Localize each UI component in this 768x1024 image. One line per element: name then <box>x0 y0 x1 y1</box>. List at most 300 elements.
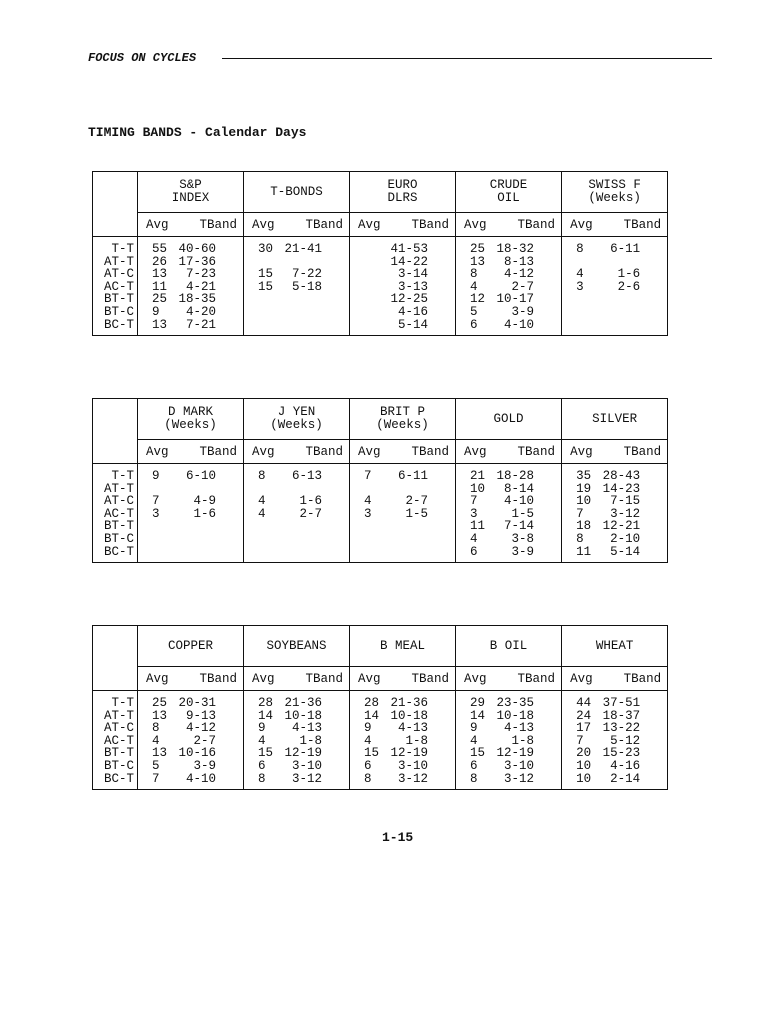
avg-cell: 11 <box>456 520 480 533</box>
avg-cell: 4 <box>456 735 480 748</box>
tband-cell: 5-14 <box>374 319 456 336</box>
tband-cell: 10-17 <box>480 293 562 306</box>
avg-cell: 28 <box>244 691 268 710</box>
row-label: BC-T <box>93 773 138 790</box>
avg-cell: 13 <box>138 268 162 281</box>
tband-cell: 6-11 <box>374 464 456 483</box>
row-label: T-T <box>93 691 138 710</box>
avg-cell: 4 <box>456 533 480 546</box>
column-group-title <box>138 172 244 213</box>
avg-cell: 28 <box>350 691 374 710</box>
avg-cell <box>350 237 374 256</box>
tband-header: TBand <box>162 213 244 237</box>
avg-cell <box>350 546 374 563</box>
avg-header: Avg <box>562 213 586 237</box>
avg-cell <box>138 546 162 563</box>
avg-cell: 3 <box>456 508 480 521</box>
tband-cell <box>162 546 244 563</box>
row-label: AT-T <box>93 483 138 496</box>
tband-cell: 3-12 <box>480 773 562 790</box>
column-group-title <box>138 399 244 440</box>
column-group-title-line: GOLD <box>493 411 524 426</box>
avg-cell <box>350 520 374 533</box>
tband-cell: 17-36 <box>162 256 244 269</box>
column-group-title-line: D MARK <box>168 405 214 419</box>
tband-cell: 1-5 <box>374 508 456 521</box>
tband-cell <box>374 546 456 563</box>
table-row <box>93 293 668 306</box>
tband-cell <box>374 533 456 546</box>
tband-cell <box>374 520 456 533</box>
column-group-title <box>456 626 562 667</box>
avg-cell: 55 <box>138 237 162 256</box>
table-row <box>93 306 668 319</box>
avg-cell: 18 <box>562 520 586 533</box>
tband-header: TBand <box>374 440 456 464</box>
column-group-title-line: (Weeks) <box>164 418 217 432</box>
table-row <box>93 464 668 483</box>
avg-cell: 19 <box>562 483 586 496</box>
avg-cell <box>138 520 162 533</box>
avg-cell: 12 <box>456 293 480 306</box>
tband-cell: 21-36 <box>268 691 350 710</box>
avg-header: Avg <box>350 667 374 691</box>
tband-cell: 21-41 <box>268 237 350 256</box>
tband-cell: 2-10 <box>586 533 668 546</box>
table-corner-cell <box>93 213 138 237</box>
tband-cell: 3-12 <box>268 773 350 790</box>
avg-cell <box>350 293 374 306</box>
avg-cell: 3 <box>350 508 374 521</box>
avg-cell: 7 <box>138 773 162 790</box>
tband-cell <box>162 533 244 546</box>
tband-cell: 1-6 <box>268 495 350 508</box>
tband-cell: 8-13 <box>480 256 562 269</box>
tband-cell: 4-21 <box>162 281 244 294</box>
row-label: BT-T <box>93 747 138 760</box>
avg-cell <box>562 319 586 336</box>
avg-cell: 11 <box>138 281 162 294</box>
tband-cell <box>268 306 350 319</box>
tband-cell: 12-19 <box>480 747 562 760</box>
avg-cell: 44 <box>562 691 586 710</box>
avg-cell: 4 <box>138 735 162 748</box>
tband-cell: 1-8 <box>480 735 562 748</box>
column-group-title <box>350 172 456 213</box>
row-label: BC-T <box>93 546 138 563</box>
avg-header: Avg <box>562 440 586 464</box>
avg-cell: 13 <box>456 256 480 269</box>
avg-cell: 10 <box>562 773 586 790</box>
tband-cell: 3-9 <box>480 306 562 319</box>
avg-cell: 7 <box>562 735 586 748</box>
avg-header: Avg <box>244 213 268 237</box>
tband-cell: 3-12 <box>374 773 456 790</box>
avg-header: Avg <box>138 440 162 464</box>
avg-cell: 4 <box>244 735 268 748</box>
column-group-title-line: (Weeks) <box>270 418 323 432</box>
tband-cell <box>268 319 350 336</box>
avg-cell: 8 <box>244 464 268 483</box>
avg-cell <box>244 319 268 336</box>
column-group-title-line: SWISS F <box>588 178 641 192</box>
avg-cell: 9 <box>138 464 162 483</box>
column-group-title-line: SILVER <box>592 411 638 426</box>
avg-header: Avg <box>456 213 480 237</box>
avg-cell: 8 <box>562 237 586 256</box>
tband-cell: 4-13 <box>480 722 562 735</box>
avg-header: Avg <box>138 667 162 691</box>
column-group-title-line: SOYBEANS <box>266 638 327 653</box>
table-corner-cell <box>93 172 138 213</box>
tband-cell: 4-16 <box>374 306 456 319</box>
section-title: TIMING BANDS - Calendar Days <box>88 125 307 140</box>
avg-cell: 6 <box>456 760 480 773</box>
tband-cell: 5-14 <box>586 546 668 563</box>
tband-cell: 7-22 <box>268 268 350 281</box>
tband-cell: 18-28 <box>480 464 562 483</box>
tband-cell <box>268 546 350 563</box>
avg-cell: 30 <box>244 237 268 256</box>
column-group-title-line: T-BONDS <box>270 184 323 199</box>
page-number: 1-15 <box>382 830 414 845</box>
column-group-title-line: INDEX <box>171 191 210 205</box>
avg-cell <box>244 306 268 319</box>
avg-cell <box>350 319 374 336</box>
avg-cell: 25 <box>456 237 480 256</box>
column-group-title <box>456 399 562 440</box>
column-group-title-line: WHEAT <box>595 638 634 653</box>
tband-cell: 4-10 <box>480 319 562 336</box>
avg-cell <box>350 533 374 546</box>
row-label: BC-T <box>93 319 138 336</box>
row-label: T-T <box>93 237 138 256</box>
avg-cell: 9 <box>138 306 162 319</box>
tband-cell: 10-16 <box>162 747 244 760</box>
tband-cell: 3-14 <box>374 268 456 281</box>
tband-cell: 1-5 <box>480 508 562 521</box>
row-label: BT-C <box>93 533 138 546</box>
row-label: BT-C <box>93 306 138 319</box>
row-label: AT-T <box>93 710 138 723</box>
avg-cell: 25 <box>138 691 162 710</box>
tband-header: TBand <box>268 667 350 691</box>
tband-cell: 4-13 <box>374 722 456 735</box>
avg-cell: 26 <box>138 256 162 269</box>
tband-header: TBand <box>268 440 350 464</box>
column-group-title <box>138 626 244 667</box>
tband-cell: 3-9 <box>480 546 562 563</box>
avg-cell: 11 <box>562 546 586 563</box>
column-group-title-line: CRUDE <box>489 178 528 192</box>
avg-cell <box>244 293 268 306</box>
column-group-title-line: (Weeks) <box>588 191 641 205</box>
table-row <box>93 237 668 256</box>
avg-cell: 13 <box>138 747 162 760</box>
avg-header: Avg <box>244 440 268 464</box>
tband-cell: 2-7 <box>162 735 244 748</box>
tband-cell: 3-10 <box>480 760 562 773</box>
avg-cell: 8 <box>350 773 374 790</box>
avg-cell: 15 <box>456 747 480 760</box>
tband-cell: 6-11 <box>586 237 668 256</box>
tband-cell: 2-7 <box>268 508 350 521</box>
tband-cell: 13-22 <box>586 722 668 735</box>
column-group-title-line: S&P <box>179 178 202 192</box>
tband-cell: 3-10 <box>268 760 350 773</box>
avg-cell: 24 <box>562 710 586 723</box>
tband-cell <box>586 319 668 336</box>
tband-cell: 12-25 <box>374 293 456 306</box>
tband-cell: 4-13 <box>268 722 350 735</box>
avg-cell: 6 <box>350 760 374 773</box>
avg-cell <box>244 546 268 563</box>
avg-cell <box>562 293 586 306</box>
avg-cell: 21 <box>456 464 480 483</box>
tband-cell: 15-23 <box>586 747 668 760</box>
tband-header: TBand <box>162 667 244 691</box>
column-group-title-line: J YEN <box>277 405 316 419</box>
tband-cell: 6-13 <box>268 464 350 483</box>
tband-header: TBand <box>480 667 562 691</box>
tband-cell: 7-21 <box>162 319 244 336</box>
table-row <box>93 495 668 508</box>
running-head: FOCUS ON CYCLES <box>88 51 197 65</box>
row-label: AT-T <box>93 256 138 269</box>
tband-cell: 18-32 <box>480 237 562 256</box>
tband-cell <box>586 293 668 306</box>
column-group-title-line: B OIL <box>489 638 528 653</box>
avg-cell: 8 <box>138 722 162 735</box>
avg-cell: 25 <box>138 293 162 306</box>
column-group-title <box>456 172 562 213</box>
tband-cell <box>268 520 350 533</box>
tband-header: TBand <box>374 213 456 237</box>
avg-cell: 9 <box>244 722 268 735</box>
avg-cell: 10 <box>456 483 480 496</box>
avg-cell: 8 <box>456 268 480 281</box>
column-group-title <box>562 172 668 213</box>
avg-cell: 3 <box>138 508 162 521</box>
tband-cell <box>268 293 350 306</box>
avg-cell: 14 <box>456 710 480 723</box>
tband-cell: 28-43 <box>586 464 668 483</box>
tband-header: TBand <box>480 213 562 237</box>
column-group-title <box>244 172 350 213</box>
row-label: BT-T <box>93 293 138 306</box>
tband-cell: 1-8 <box>374 735 456 748</box>
tband-cell: 3-13 <box>374 281 456 294</box>
avg-cell: 29 <box>456 691 480 710</box>
tband-cell: 20-31 <box>162 691 244 710</box>
tband-cell: 4-10 <box>162 773 244 790</box>
avg-header: Avg <box>562 667 586 691</box>
tband-header: TBand <box>480 440 562 464</box>
avg-cell <box>244 520 268 533</box>
tband-cell: 10-18 <box>480 710 562 723</box>
tband-cell: 7-15 <box>586 495 668 508</box>
tband-cell: 10-18 <box>268 710 350 723</box>
tband-cell: 12-21 <box>586 520 668 533</box>
tband-cell: 2-6 <box>586 281 668 294</box>
row-label: AT-C <box>93 495 138 508</box>
avg-cell <box>350 306 374 319</box>
avg-cell: 13 <box>138 710 162 723</box>
table-row <box>93 691 668 710</box>
avg-cell <box>562 306 586 319</box>
avg-cell <box>138 533 162 546</box>
avg-cell: 13 <box>138 319 162 336</box>
table-row <box>93 533 668 546</box>
tband-cell: 8-14 <box>480 483 562 496</box>
tband-cell: 2-7 <box>480 281 562 294</box>
tband-cell: 14-22 <box>374 256 456 269</box>
avg-header: Avg <box>456 440 480 464</box>
avg-cell: 7 <box>562 508 586 521</box>
tband-cell: 10-18 <box>374 710 456 723</box>
tband-cell: 3-9 <box>162 760 244 773</box>
avg-cell: 10 <box>562 760 586 773</box>
tband-cell <box>268 533 350 546</box>
tband-cell: 5-12 <box>586 735 668 748</box>
timing-band-table-1 <box>92 171 668 336</box>
tband-cell: 7-14 <box>480 520 562 533</box>
timing-band-table-3 <box>92 625 668 790</box>
tband-cell: 3-10 <box>374 760 456 773</box>
avg-cell: 15 <box>244 747 268 760</box>
header-rule <box>222 58 712 59</box>
tband-cell: 2-7 <box>374 495 456 508</box>
row-label: AT-C <box>93 268 138 281</box>
tband-cell: 41-53 <box>374 237 456 256</box>
avg-cell: 14 <box>350 710 374 723</box>
tband-cell: 21-36 <box>374 691 456 710</box>
avg-header: Avg <box>350 213 374 237</box>
avg-cell: 9 <box>350 722 374 735</box>
tband-cell: 23-35 <box>480 691 562 710</box>
avg-cell: 7 <box>138 495 162 508</box>
column-group-title <box>350 626 456 667</box>
tband-cell: 1-6 <box>162 508 244 521</box>
avg-cell: 35 <box>562 464 586 483</box>
tband-cell: 1-8 <box>268 735 350 748</box>
avg-cell: 3 <box>562 281 586 294</box>
table-corner-cell <box>93 440 138 464</box>
avg-cell: 8 <box>562 533 586 546</box>
tband-cell: 9-13 <box>162 710 244 723</box>
avg-cell: 5 <box>138 760 162 773</box>
avg-cell: 15 <box>244 268 268 281</box>
avg-cell: 5 <box>456 306 480 319</box>
avg-cell: 9 <box>456 722 480 735</box>
avg-cell <box>350 268 374 281</box>
column-group-title <box>244 399 350 440</box>
column-group-title <box>244 626 350 667</box>
row-label: AC-T <box>93 735 138 748</box>
tband-header: TBand <box>586 667 668 691</box>
table-row <box>93 722 668 735</box>
tband-cell: 4-10 <box>480 495 562 508</box>
tband-cell: 6-10 <box>162 464 244 483</box>
column-group-title <box>562 399 668 440</box>
avg-header: Avg <box>244 667 268 691</box>
avg-cell: 20 <box>562 747 586 760</box>
avg-cell: 7 <box>456 495 480 508</box>
tband-cell: 12-19 <box>268 747 350 760</box>
avg-cell: 8 <box>456 773 480 790</box>
avg-cell: 4 <box>244 508 268 521</box>
column-group-title-line: B MEAL <box>380 638 426 653</box>
avg-cell: 4 <box>244 495 268 508</box>
tband-cell: 7-23 <box>162 268 244 281</box>
row-label: AT-C <box>93 722 138 735</box>
table-row <box>93 268 668 281</box>
avg-header: Avg <box>350 440 374 464</box>
tband-header: TBand <box>586 213 668 237</box>
column-group-title <box>562 626 668 667</box>
table-row <box>93 546 668 563</box>
avg-cell: 4 <box>350 495 374 508</box>
table-corner-cell <box>93 626 138 667</box>
timing-band-table-2 <box>92 398 668 563</box>
tband-cell: 12-19 <box>374 747 456 760</box>
tband-cell: 40-60 <box>162 237 244 256</box>
avg-cell: 4 <box>456 281 480 294</box>
row-label: BT-C <box>93 760 138 773</box>
table-row <box>93 319 668 336</box>
avg-cell <box>350 281 374 294</box>
tband-header: TBand <box>162 440 244 464</box>
column-group-title-line: (Weeks) <box>376 418 429 432</box>
tband-cell: 4-20 <box>162 306 244 319</box>
column-group-title-line: OIL <box>497 191 520 205</box>
tband-cell: 3-8 <box>480 533 562 546</box>
tband-cell: 1-6 <box>586 268 668 281</box>
table-corner-cell <box>93 399 138 440</box>
tband-header: TBand <box>268 213 350 237</box>
avg-cell <box>350 256 374 269</box>
avg-cell: 14 <box>244 710 268 723</box>
tband-cell: 4-9 <box>162 495 244 508</box>
tband-cell: 3-12 <box>586 508 668 521</box>
tband-cell: 2-14 <box>586 773 668 790</box>
row-label: AC-T <box>93 281 138 294</box>
tband-cell: 18-37 <box>586 710 668 723</box>
avg-cell: 8 <box>244 773 268 790</box>
column-group-title <box>350 399 456 440</box>
tband-header: TBand <box>586 440 668 464</box>
tband-cell: 14-23 <box>586 483 668 496</box>
avg-cell: 15 <box>350 747 374 760</box>
row-label: T-T <box>93 464 138 483</box>
column-group-title-line: DLRS <box>387 191 418 205</box>
avg-cell: 6 <box>244 760 268 773</box>
tband-cell: 4-12 <box>480 268 562 281</box>
column-group-title-line: COPPER <box>168 638 214 653</box>
tband-cell: 4-16 <box>586 760 668 773</box>
tband-cell <box>586 306 668 319</box>
avg-header: Avg <box>456 667 480 691</box>
column-group-title-line: EURO <box>387 178 418 192</box>
table-row <box>93 773 668 790</box>
row-label: BT-T <box>93 520 138 533</box>
avg-cell: 6 <box>456 319 480 336</box>
avg-cell: 10 <box>562 495 586 508</box>
tband-cell: 5-18 <box>268 281 350 294</box>
tband-cell: 37-51 <box>586 691 668 710</box>
tband-cell: 18-35 <box>162 293 244 306</box>
tband-cell <box>162 520 244 533</box>
